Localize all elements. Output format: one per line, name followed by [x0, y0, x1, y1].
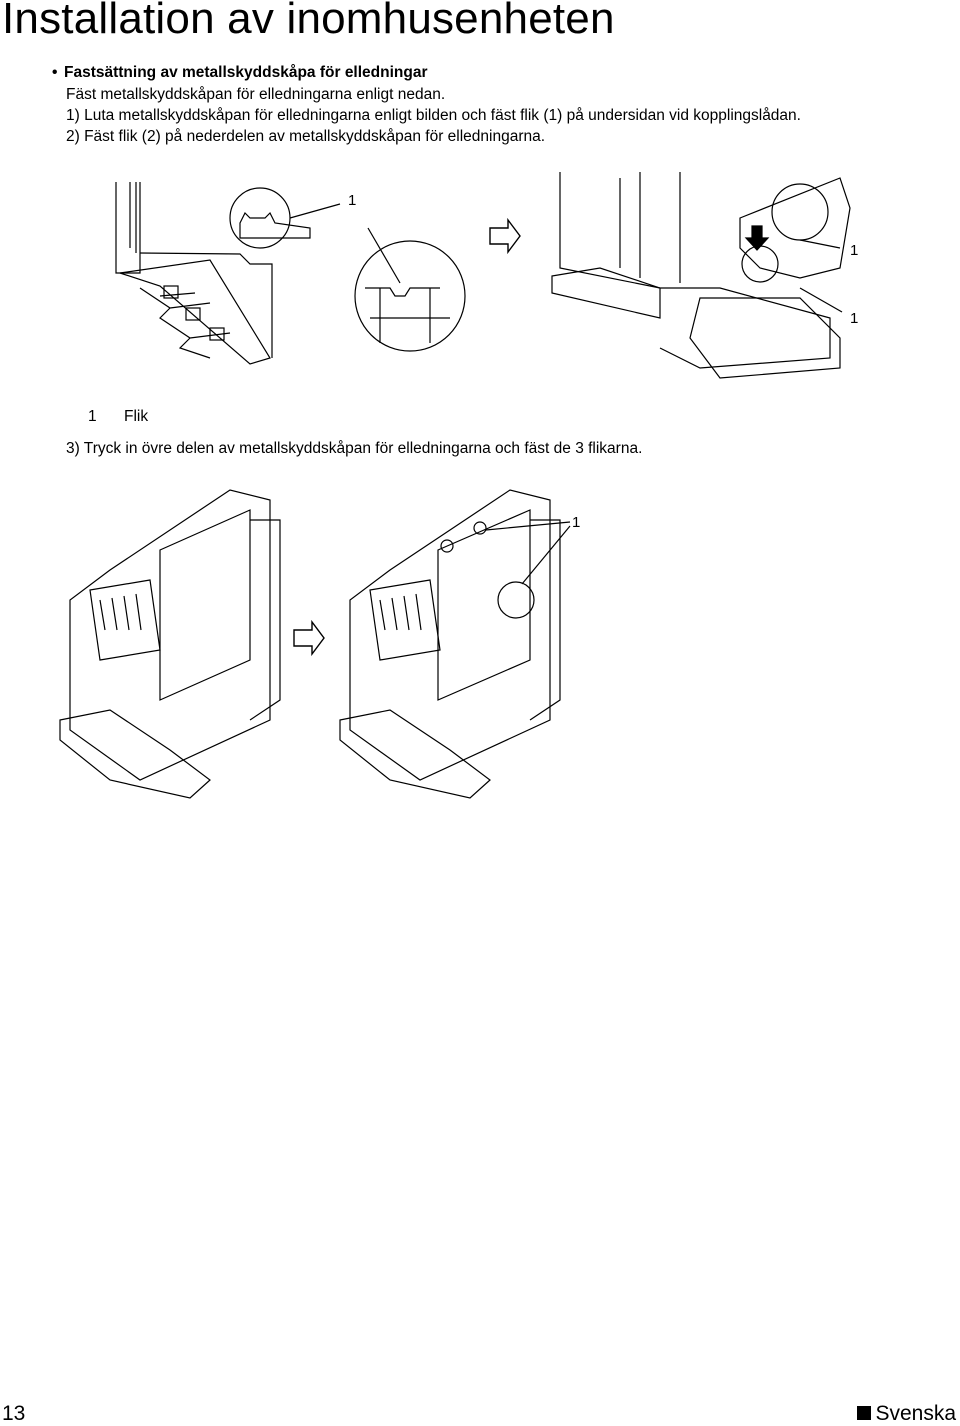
left-unit-base — [60, 710, 210, 798]
figure-step-3-drawing — [50, 480, 580, 800]
right-unit-base — [340, 710, 490, 798]
bullet-dot-icon: • — [52, 64, 58, 81]
page-title: Installation av inomhusenheten — [2, 0, 615, 43]
callout-2: 1 — [572, 514, 581, 531]
right-unit-cover — [690, 298, 840, 378]
left-unit-side-panel — [250, 520, 280, 720]
right-unit-detail-circle-b — [742, 246, 778, 282]
legend-number: 1 — [88, 408, 97, 425]
tab-circle-c — [498, 582, 534, 618]
left-unit-wall — [130, 182, 136, 253]
right-unit-frame — [560, 172, 830, 368]
left-unit-top — [140, 253, 272, 358]
right-unit-panel — [620, 172, 680, 283]
right-unit-terminals — [380, 594, 421, 630]
section-heading-text: Fastsättning av metallskyddskåpa för elledningar — [64, 64, 428, 81]
footer-language — [857, 1402, 956, 1426]
callout-leader-3 — [800, 288, 842, 312]
left-unit-terminals — [100, 594, 141, 630]
figure-step-1-2 — [100, 168, 860, 388]
callout-1-top: 1 — [348, 192, 357, 209]
zoom-detail — [365, 288, 450, 343]
callout-leader-2 — [800, 240, 840, 248]
right-unit-detail-circle-a — [772, 184, 828, 240]
right-arrow-icon — [490, 220, 520, 252]
figure-legend — [88, 408, 148, 426]
right-unit-cover — [438, 510, 530, 700]
left-unit-details — [140, 288, 230, 358]
left-unit-tilted-cover — [120, 260, 270, 364]
left-unit-body — [70, 490, 270, 780]
left-unit-cover — [160, 510, 250, 700]
left-unit-bracket — [240, 213, 310, 238]
zoom-circle — [355, 241, 465, 351]
page-number: 13 — [2, 1402, 26, 1425]
left-unit-terminal-block — [90, 580, 160, 660]
zoom-leader-line — [290, 204, 340, 218]
step-1-text: 1) Luta metallskyddskåpan för elledningarna enligt bilden och fäst flik (1) på undersidan vid kopplingslådan. — [66, 107, 801, 124]
figure-step-1-2-drawing — [100, 168, 860, 388]
figure-step-3 — [50, 480, 580, 800]
language-label: Svenska — [875, 1402, 956, 1425]
right-unit-body — [350, 490, 550, 780]
right-unit-terminal-block — [370, 580, 440, 660]
intro-text: Fäst metallskyddskåpan för elledningarna enligt nedan. — [66, 86, 446, 103]
callout-1-right-lower: 1 — [850, 310, 859, 327]
black-square-icon — [857, 1406, 871, 1420]
callout-leader-b — [522, 526, 570, 584]
right-arrow-icon — [294, 622, 324, 654]
step-3-text: 3) Tryck in övre delen av metallskyddskåpan för elledningarna och fäst de 3 flikarna. — [66, 440, 643, 457]
section-heading — [52, 64, 428, 82]
legend-label: Flik — [124, 408, 149, 425]
right-unit-side-panel — [530, 520, 560, 720]
right-unit-base — [552, 268, 660, 318]
callout-1-right-upper: 1 — [850, 242, 859, 259]
step-2-text: 2) Fäst flik (2) på nederdelen av metallskyddskåpan för elledningarna. — [66, 128, 546, 145]
